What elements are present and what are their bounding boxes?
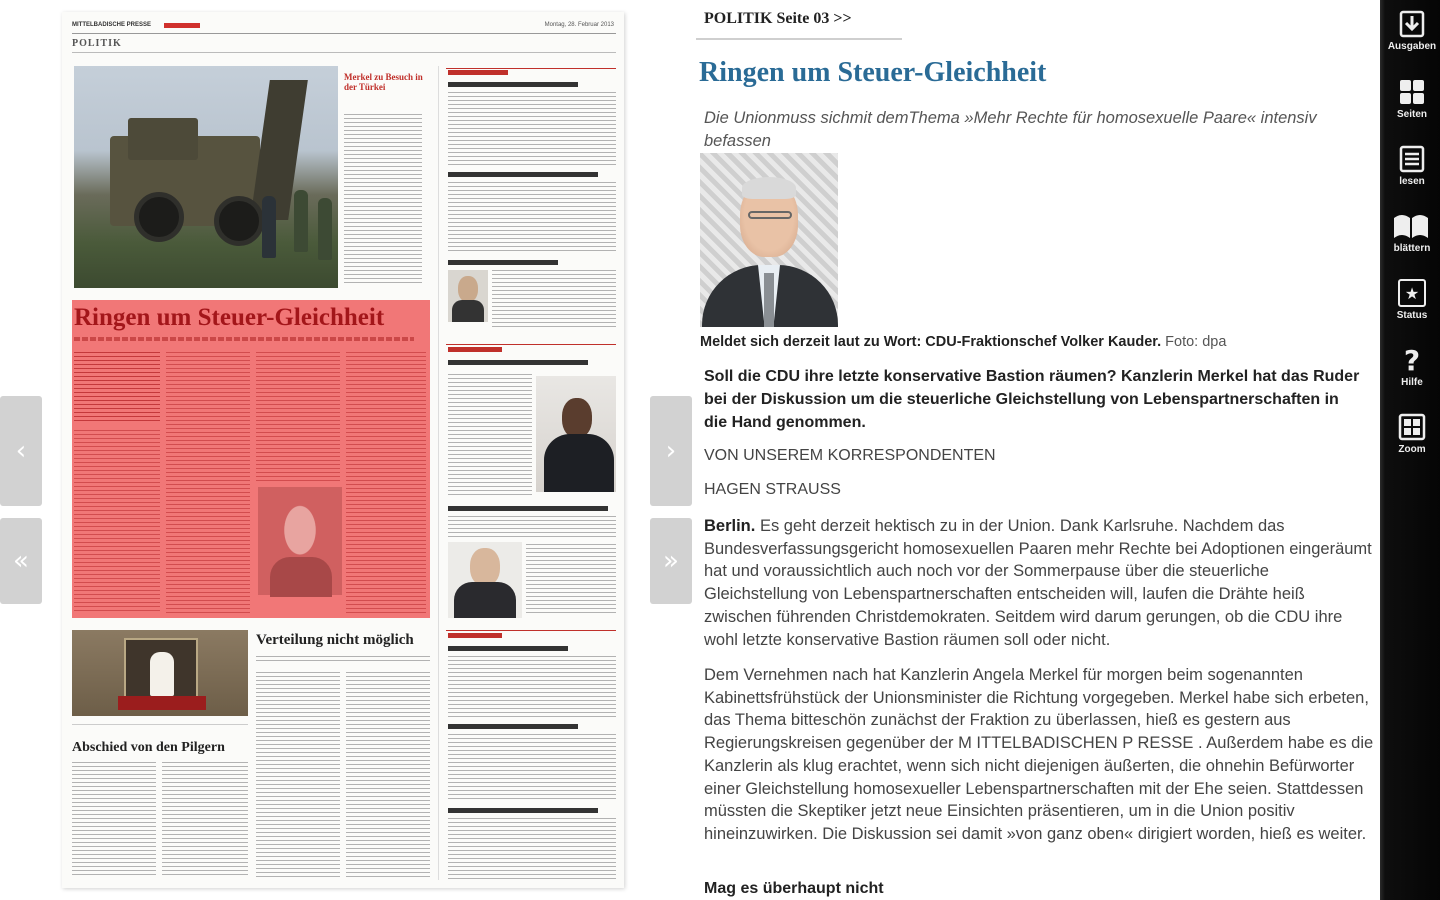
zoom-icon	[1398, 413, 1426, 441]
newspaper-page-preview[interactable]	[62, 12, 624, 888]
toolbar-label: Ausgaben	[1387, 41, 1437, 52]
right-column-text-4	[448, 656, 616, 718]
highlighted-article-col-2	[166, 352, 250, 614]
obama-article-text	[448, 374, 532, 498]
breadcrumb-underline	[696, 38, 902, 40]
double-chevron-left-icon: «	[13, 546, 29, 576]
article-photo-kauder[interactable]	[700, 153, 838, 327]
top-article-headline[interactable]: Merkel zu Besuch in der Türkei	[344, 72, 423, 92]
chevron-right-icon: ›	[665, 436, 677, 466]
highlighted-article-col-1	[74, 430, 160, 614]
second-article-subtitle	[256, 656, 430, 664]
schaeuble-article-headline[interactable]	[448, 506, 608, 511]
obama-photo	[536, 376, 616, 492]
byline-role: VON UNSEREM KORRESPONDENTEN	[704, 447, 996, 464]
page-breadcrumb-link[interactable]: POLITIK Seite 03 >>	[704, 10, 852, 27]
article-subtitle: Die Unionmuss sichmit demThema »Mehr Rechte für homosexuelle Paare« intensiv befassen	[704, 109, 1317, 150]
highlighted-article-col-4	[346, 352, 426, 614]
toolbar-label: blättern	[1393, 243, 1431, 254]
toolbar-ausgaben-button[interactable]	[1380, 10, 1440, 70]
toolbar-lesen-button[interactable]	[1380, 145, 1440, 205]
toolbar-label: Zoom	[1398, 444, 1426, 455]
toolbar-label: lesen	[1399, 176, 1425, 187]
highlighted-article-lead	[74, 352, 160, 422]
right-column-headline-5[interactable]	[448, 724, 578, 729]
highlighted-kauder-photo	[258, 487, 342, 595]
truck-photo[interactable]	[74, 66, 338, 288]
right-column-headline-2[interactable]	[448, 172, 598, 177]
right-column-headline-6[interactable]	[448, 808, 598, 813]
help-glyph: ?	[1403, 343, 1421, 377]
next-page-button[interactable]	[650, 396, 692, 506]
star-glyph: ★	[1404, 283, 1420, 303]
pope-caption-rule	[72, 724, 248, 725]
read-list-icon	[1398, 145, 1426, 173]
article-lead: Soll die CDU ihre letzte konservative Bastion räumen? Kanzlerin Merkel hat das Ruder bei der Diskussion um die steuerliche Gleichstellung von Lebenspartnerschaften in die Hand genommen.	[704, 368, 1360, 431]
double-chevron-right-icon: »	[663, 546, 679, 576]
right-column-kicker-3	[448, 633, 502, 638]
second-article-headline[interactable]: Verteilung nicht möglich	[256, 632, 414, 648]
right-column-kicker	[448, 70, 508, 75]
article-reader-panel	[696, 0, 1376, 900]
article-title: Ringen um Steuer-Gleichheit	[699, 57, 1047, 88]
right-column-text-5	[448, 734, 616, 802]
right-column-text-1	[448, 92, 616, 166]
frey-photo	[448, 270, 488, 322]
right-column-text-2	[448, 182, 616, 252]
masthead-date: Montag, 28. Februar 2013	[544, 22, 614, 28]
help-icon	[1398, 343, 1426, 377]
article-paragraph-2: Dem Vernehmen nach hat Kanzlerin Angela Merkel für morgen beim sogenannten Kabinettsfrühstück der Unionsminister die Richtung vorgegeben. Merkel habe sich erbeten, das Thema bitteschön zunächst der Fraktion zu überlassen, hieß es gestern aus Regierungskreisen gegenüber der M ITTELBADISCHEN P RESSE . Außerdem habe es die Kanzlerin als klug erachtet, wenn sich nicht diejenigen äußerten, die ohnehin Befürworter einer Gleichstellung homosexueller Lebenspartnerschaften mit der Ehe seien. Stattdessen müssten die Skeptiker jetzt neue Einsichten präsentieren, um in die Union positiv hineinzuwirken. Die Diskussion sei damit »von ganz oben« dirigiert worden, hieß es weiter.	[704, 666, 1374, 843]
masthead-rule	[72, 52, 616, 53]
pages-grid-icon	[1398, 78, 1426, 106]
book-icon	[1392, 212, 1430, 240]
toolbar-label: Hilfe	[1401, 377, 1423, 388]
right-column-text-3	[492, 270, 616, 330]
schaeuble-photo	[448, 542, 522, 618]
byline-author: HAGEN STRAUSS	[704, 481, 841, 498]
toolbar-label: Status	[1396, 310, 1428, 321]
dateline: Berlin.	[704, 517, 756, 535]
schaeuble-article-text-2	[526, 544, 616, 616]
star-icon	[1398, 279, 1426, 307]
photo-credit: Foto: dpa	[1165, 334, 1227, 350]
page-section-label: POLITIK	[72, 38, 122, 49]
first-page-button[interactable]	[0, 518, 42, 604]
previous-page-button[interactable]	[0, 396, 42, 506]
last-page-button[interactable]	[650, 518, 692, 604]
toolbar-hilfe-button[interactable]	[1380, 343, 1440, 406]
right-column-kicker-2	[448, 347, 502, 352]
toolbar-label: Seiten	[1396, 109, 1427, 120]
pope-article-headline[interactable]: Abschied von den Pilgern	[72, 740, 225, 755]
toolbar-status-button[interactable]	[1380, 279, 1440, 339]
right-column-headline-3[interactable]	[448, 260, 558, 265]
right-column-text-6	[448, 818, 616, 880]
highlighted-article-subtitle	[74, 337, 414, 341]
article-paragraph-1	[704, 515, 1376, 651]
right-column-headline-4[interactable]	[448, 646, 568, 651]
right-column-rule-3	[446, 630, 616, 631]
second-article-col-1	[256, 672, 340, 878]
highlighted-article-headline[interactable]: Ringen um Steuer-Gleichheit	[74, 304, 385, 331]
column-divider	[438, 66, 439, 880]
masthead-red-tag	[164, 23, 200, 28]
masthead-brand: MITTELBADISCHE PRESSE	[72, 22, 152, 28]
right-column-rule	[446, 68, 616, 69]
right-toolbar	[1380, 0, 1440, 900]
schaeuble-article-text	[448, 516, 616, 540]
pope-photo[interactable]	[72, 630, 248, 716]
right-column-rule-2	[446, 344, 616, 345]
highlighted-article-col-3	[256, 352, 340, 482]
toolbar-seiten-button[interactable]	[1380, 78, 1440, 138]
paragraph-1-text: Es geht derzeit hektisch zu in der Union. Dank Karlsruhe. Nachdem das Bundesverfassungsgericht homosexuellen Paaren mehr Rechte bei Adoptionen eingeräumt hat und voraussichtlich auch noch vor der Sommerpause über die steuerliche Gleichstellung von Lebenspartnerschaften entscheiden will, laufen die Drähte heiß zwischen führenden Christdemokraten. Seitdem wird darum gerungen, ob die CDU ihre wohl letzte konservative Bastion räumen soll oder nicht.	[704, 517, 1372, 649]
second-article-col-2	[346, 672, 430, 878]
article-subheading: Mag es überhaupt nicht	[704, 880, 884, 897]
pope-article-col-2	[162, 762, 248, 878]
pope-article-col-1	[72, 762, 156, 878]
top-article-text	[344, 114, 422, 284]
toolbar-blaettern-button[interactable]	[1380, 212, 1440, 272]
download-icon	[1398, 10, 1426, 38]
photo-caption	[700, 334, 1226, 350]
photo-caption-text: Meldet sich derzeit laut zu Wort: CDU-Fraktionschef Volker Kauder.	[700, 334, 1162, 350]
obama-article-headline[interactable]	[448, 360, 588, 365]
masthead	[72, 22, 616, 34]
right-column-headline-1[interactable]	[448, 82, 578, 87]
chevron-left-icon: ‹	[15, 436, 27, 466]
toolbar-zoom-button[interactable]	[1380, 413, 1440, 473]
